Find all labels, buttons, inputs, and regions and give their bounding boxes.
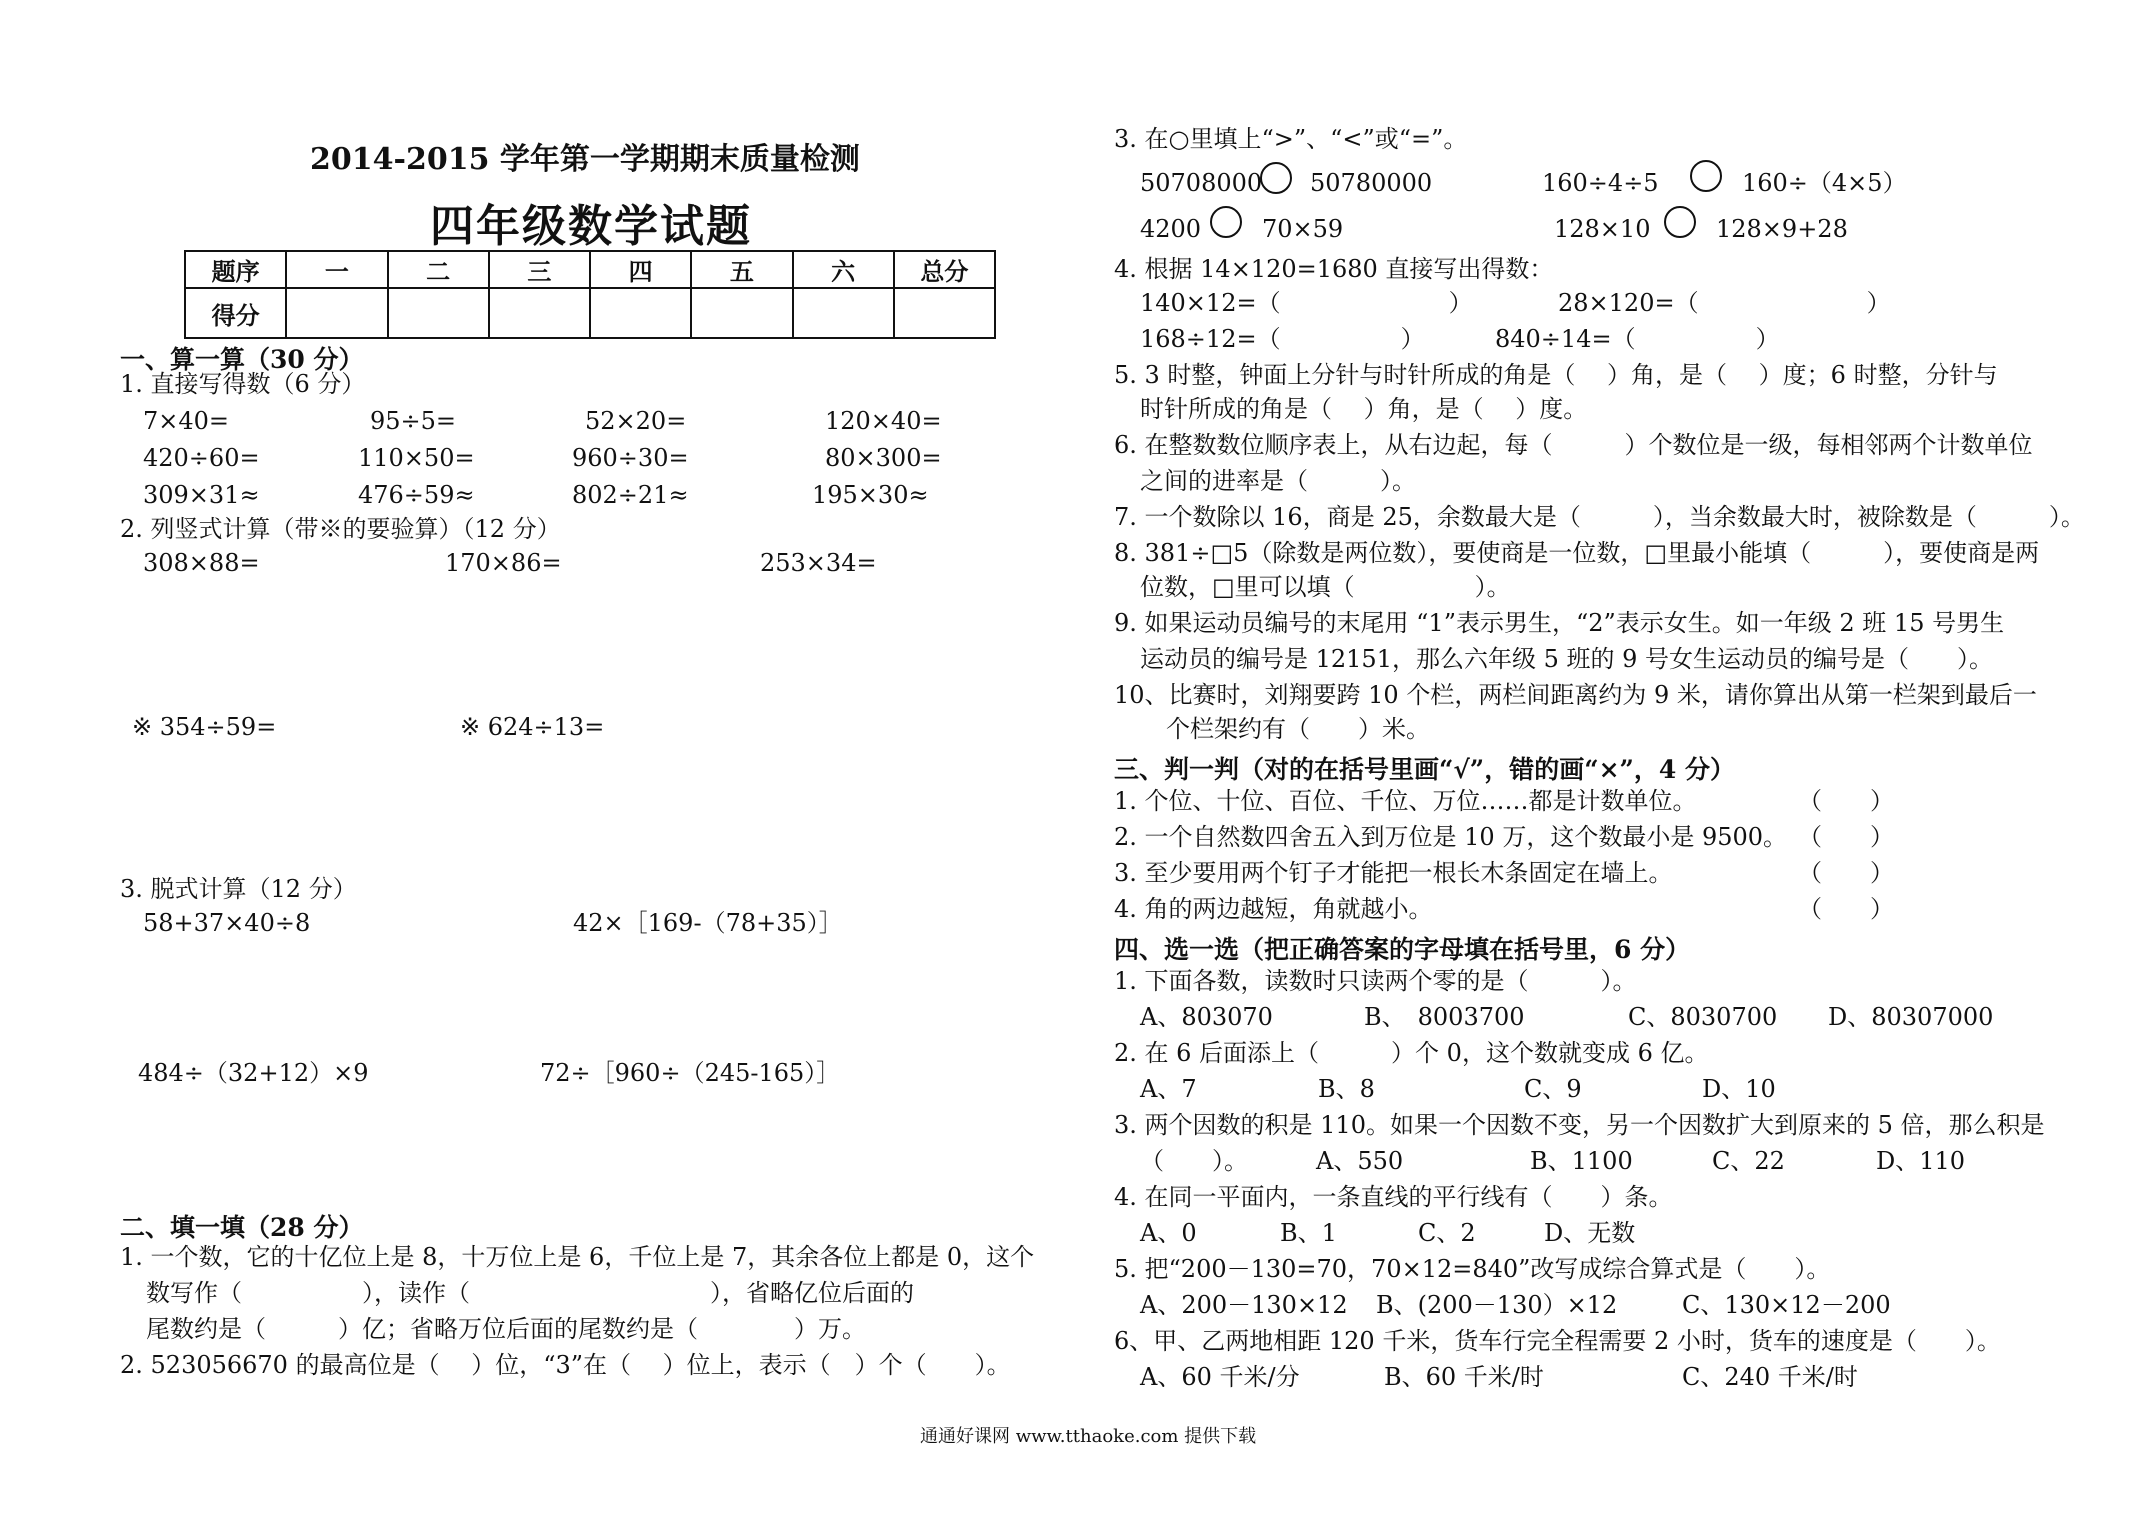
compare-h: 128×9+28 [1716,215,1848,243]
choice-option: C、8030700 [1628,1003,1778,1031]
q3-item: 484÷（32+12）×9 [138,1059,369,1087]
choice-option: D、10 [1702,1075,1776,1103]
compare-circle[interactable] [1690,160,1722,192]
q1-item: 110×50= [358,444,475,472]
q1-title: 1. 直接写得数（6 分） [120,370,366,398]
choice-option: A、550 [1316,1147,1404,1175]
fill-8-line2: 位数，□里可以填（ ）。 [1140,573,1511,601]
fill-5-line2: 时针所成的角是（ ）角，是（ ）度。 [1140,395,1588,423]
score-cell [388,288,489,338]
choice-option: B、8 [1318,1075,1375,1103]
section-1-title: 一、算一算（30 分） [120,345,364,374]
fill-4-b: 28×120=（ ） [1558,289,1891,317]
score-header-cell: 五 [691,251,792,288]
section-2-title: 二、填一填（28 分） [120,1213,364,1242]
fill-4-title: 4. 根据 14×120=1680 直接写出得数： [1114,255,1554,283]
q1-item: 476÷59≈ [358,481,475,509]
compare-f: 70×59 [1262,215,1344,243]
q2-check-item: ※ 354÷59= [132,713,277,741]
q1-item: 80×300= [825,444,942,472]
section-3-title: 三、判一判（对的在括号里画“√”，错的画“×”，4 分） [1114,755,1735,784]
section-4-title: 四、选一选（把正确答案的字母填在括号里，6 分） [1114,935,1691,964]
choice-6-question: 6、甲、乙两地相距 120 千米，货车行完全程需要 2 小时，货车的速度是（ ）。 [1114,1327,2001,1355]
choice-option: B、60 千米/时 [1384,1363,1544,1391]
compare-circle[interactable] [1210,206,1242,238]
fill-1-line3: 尾数约是（ ）亿；省略万位后面的尾数约是（ ）万。 [146,1315,866,1343]
choice-option: C、9 [1524,1075,1582,1103]
choice-option: D、110 [1876,1147,1966,1175]
q1-item: 95÷5= [370,407,457,435]
q2-title: 2. 列竖式计算（带※的要验算）（12 分） [120,515,561,543]
judge-answer[interactable]: （ ） [1798,859,1894,887]
fill-5-line1: 5. 3 时整，钟面上分针与时针所成的角是（ ）角，是（ ）度；6 时整，分针与 [1114,361,1998,389]
q3-item: 42×［169-（78+35）］ [573,909,843,937]
score-header-cell: 四 [590,251,691,288]
judge-answer[interactable]: （ ） [1798,895,1894,923]
choice-5-question: 5. 把“200－130=70，70×12=840”改写成综合算式是（ ）。 [1114,1255,1831,1283]
fill-1-line2: 数写作（ ），读作（ ），省略亿位后面的 [146,1279,914,1307]
fill-3-title: 3. 在○里填上“>”、“<”或“=”。 [1114,125,1468,153]
fill-9-line2: 运动员的编号是 12151，那么六年级 5 班的 9 号女生运动员的编号是（ ）。 [1140,645,1994,673]
compare-g: 128×10 [1554,215,1651,243]
q3-item: 72÷［960÷（245-165）］ [540,1059,841,1087]
q1-item: 420÷60= [143,444,260,472]
compare-a: 50708000 [1140,169,1263,197]
fill-8-line1: 8. 381÷□5（除数是两位数），要使商是一位数，□里最小能填（ ），要使商是两 [1114,539,2040,567]
score-header-cell: 一 [286,251,387,288]
score-header-cell: 六 [793,251,894,288]
choice-option: B、(200－130）×12 [1376,1291,1618,1319]
q1-item: 195×30≈ [812,481,929,509]
exam-subtitle: 四年级数学试题 [430,201,752,252]
q2-item: 308×88= [143,549,260,577]
compare-circle[interactable] [1664,206,1696,238]
q1-item: 120×40= [825,407,942,435]
q1-item: 309×31≈ [143,481,260,509]
choice-option: C、130×12－200 [1682,1291,1891,1319]
footer-credit: 通通好课网 www.tthaoke.com 提供下载 [920,1426,1257,1447]
choice-option: A、803070 [1140,1003,1273,1031]
fill-7: 7. 一个数除以 16，商是 25，余数最大是（ ），当余数最大时，被除数是（ ）。 [1114,503,2085,531]
q1-item: 960÷30= [572,444,689,472]
choice-3-paren: （ ）。 [1140,1147,1248,1175]
exam-title: 2014-2015 学年第一学期期末质量检测 [310,142,860,177]
fill-6-line1: 6. 在整数数位顺序表上，从右边起，每（ ）个数位是一级，每相邻两个计数单位 [1114,431,2033,459]
fill-10-line1: 10、比赛时，刘翔要跨 10 个栏，两栏间距离约为 9 米，请你算出从第一栏架到最后一 [1114,681,2037,709]
choice-option: A、200－130×12 [1140,1291,1348,1319]
choice-option: A、7 [1140,1075,1197,1103]
choice-option: D、无数 [1544,1219,1636,1247]
judge-item: 3. 至少要用两个钉子才能把一根长木条固定在墙上。 [1114,859,1673,887]
compare-c: 160÷4÷5 [1542,169,1659,197]
choice-option: C、240 千米/时 [1682,1363,1858,1391]
fill-9-line1: 9. 如果运动员编号的末尾用 “1”表示男生，“2”表示女生。如一年级 2 班 15 号男生 [1114,609,2005,637]
choice-option: B、1100 [1530,1147,1633,1175]
compare-circle[interactable] [1260,162,1292,194]
q1-item: 802÷21≈ [572,481,689,509]
choice-option: A、0 [1140,1219,1197,1247]
compare-b: 50780000 [1310,169,1433,197]
score-cell [286,288,387,338]
score-header-cell: 总分 [894,251,995,288]
q2-item: 170×86= [445,549,562,577]
q2-check-item: ※ 624÷13= [460,713,605,741]
q1-item: 7×40= [143,407,230,435]
judge-item: 1. 个位、十位、百位、千位、万位……都是计数单位。 [1114,787,1697,815]
q3-item: 58+37×40÷8 [143,909,311,937]
score-cell [793,288,894,338]
choice-1-question: 1. 下面各数，读数时只读两个零的是（ ）。 [1114,967,1637,995]
choice-option: A、60 千米/分 [1140,1363,1300,1391]
score-header-cell: 二 [388,251,489,288]
fill-6-line2: 之间的进率是（ ）。 [1140,467,1416,495]
judge-answer[interactable]: （ ） [1798,787,1894,815]
fill-4-c: 168÷12=（ ） [1140,325,1425,353]
q2-item: 253×34= [760,549,877,577]
choice-3-question: 3. 两个因数的积是 110。如果一个因数不变，另一个因数扩大到原来的 5 倍，那么积是 [1114,1111,2045,1139]
q3-title: 3. 脱式计算（12 分） [120,875,357,903]
judge-answer[interactable]: （ ） [1798,823,1894,851]
score-cell [894,288,995,338]
choice-option: B、1 [1280,1219,1337,1247]
judge-item: 2. 一个自然数四舍五入到万位是 10 万，这个数最小是 9500。 [1114,823,1788,851]
fill-1-line1: 1. 一个数，它的十亿位上是 8，十万位上是 6，千位上是 7，其余各位上都是 0，这个 [120,1243,1035,1271]
choice-2-question: 2. 在 6 后面添上（ ）个 0，这个数就变成 6 亿。 [1114,1039,1709,1067]
fill-10-line2: 个栏架约有（ ）米。 [1166,715,1430,743]
score-cell [590,288,691,338]
compare-e: 4200 [1140,215,1202,243]
choice-option: D、80307000 [1828,1003,1994,1031]
fill-4-d: 840÷14=（ ） [1495,325,1780,353]
score-header-cell: 三 [489,251,590,288]
choice-option: C、2 [1418,1219,1476,1247]
choice-4-question: 4. 在同一平面内，一条直线的平行线有（ ）条。 [1114,1183,1673,1211]
compare-d: 160÷（4×5） [1742,169,1907,197]
score-table [184,250,996,339]
score-cell [489,288,590,338]
choice-option: B、 8003700 [1364,1003,1525,1031]
score-row-label: 得分 [185,288,286,338]
choice-option: C、22 [1712,1147,1785,1175]
fill-2: 2. 523056670 的最高位是（ ）位，“3”在（ ）位上，表示（ ）个（ ）。 [120,1351,1011,1379]
judge-item: 4. 角的两边越短，角就越小。 [1114,895,1433,923]
score-header-cell: 题序 [185,251,286,288]
fill-4-a: 140×12=（ ） [1140,289,1473,317]
score-cell [691,288,792,338]
q1-item: 52×20= [585,407,687,435]
